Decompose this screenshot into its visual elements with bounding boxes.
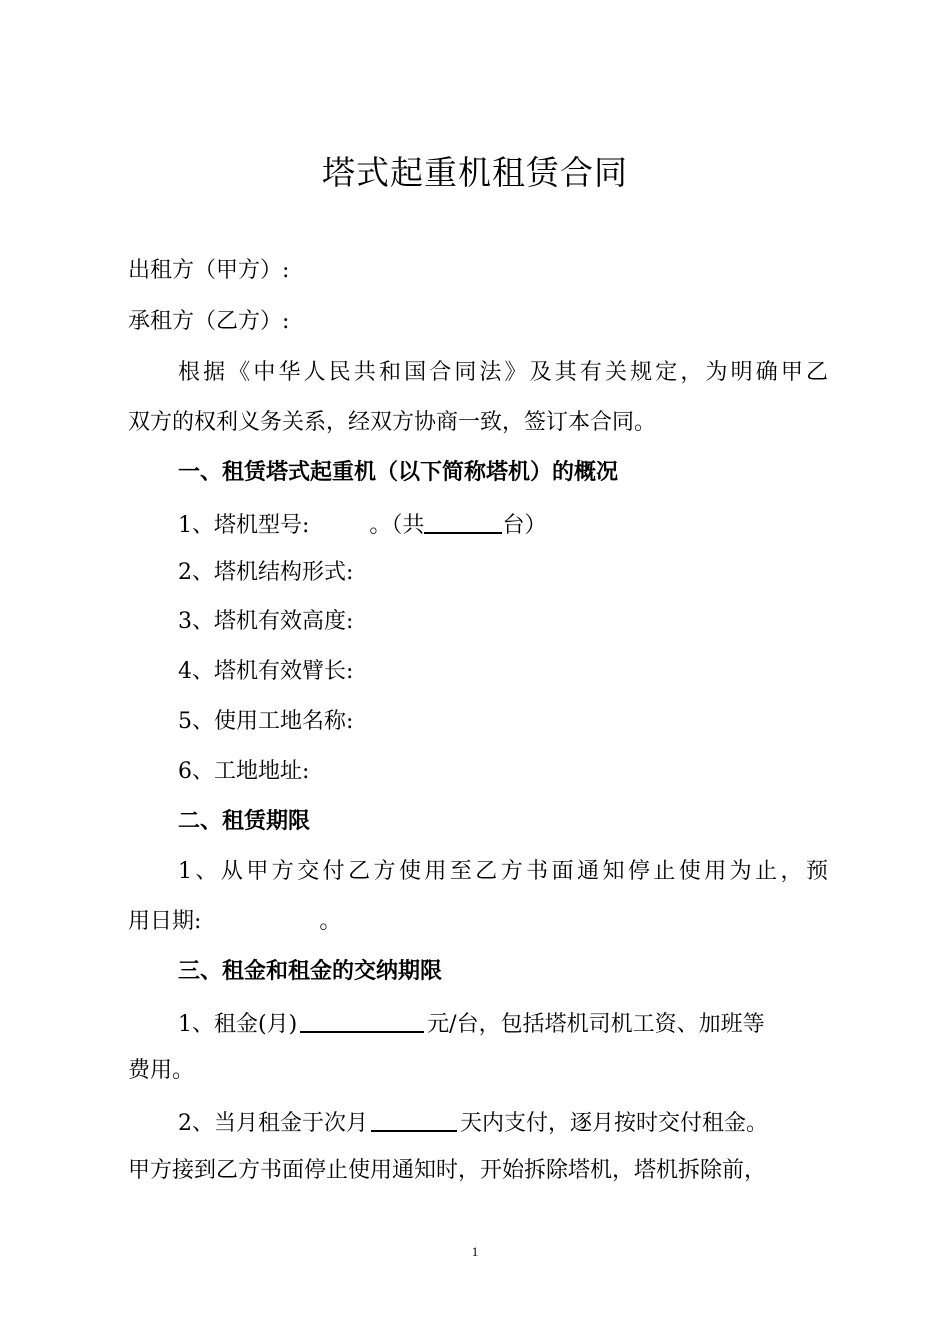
preamble-line-1: 根据《中华人民共和国合同法》及其有关规定，为明确甲乙 bbox=[178, 360, 828, 385]
item-1-mid: 。（共 bbox=[369, 513, 425, 538]
section-1-item-3: 3、塔机有效高度: bbox=[178, 609, 354, 634]
section-2-item-1-line-2 bbox=[128, 905, 828, 939]
use-date-end: 。 bbox=[319, 909, 342, 934]
section-2-item-1-line-1: 1、从甲方交付乙方使用至乙方书面通知停止使用为止，预 bbox=[178, 859, 828, 884]
section-1-item-6: 6、工地地址: bbox=[178, 759, 310, 784]
contract-title: 塔式起重机租赁合同 bbox=[322, 153, 628, 192]
lessee-line: 承租方（乙方）: bbox=[128, 309, 290, 334]
section-1-item-5: 5、使用工地名称: bbox=[178, 709, 354, 734]
section-3-item-1-line-1 bbox=[178, 1005, 828, 1042]
section-3-item-2-line-2: 甲方接到乙方书面停止使用通知时，开始拆除塔机，塔机拆除前， bbox=[128, 1158, 767, 1183]
page-number: 1 bbox=[471, 1244, 479, 1259]
section-1-item-4: 4、塔机有效臂长: bbox=[178, 659, 354, 684]
section-3-heading: 三、租金和租金的交纳期限 bbox=[178, 959, 443, 984]
section-1-heading: 一、租赁塔式起重机（以下简称塔机）的概况 bbox=[178, 460, 619, 485]
rent-label: 1、租金(月) bbox=[178, 1012, 298, 1037]
lessor-line: 出租方（甲方）: bbox=[128, 258, 290, 283]
preamble-line-2: 双方的权利义务关系，经双方协商一致，签订本合同。 bbox=[128, 410, 657, 435]
quantity-blank[interactable] bbox=[424, 506, 502, 534]
item-1-prefix: 1、塔机型号: bbox=[178, 513, 310, 538]
section-3-item-1-line-2: 费用。 bbox=[128, 1058, 195, 1083]
section-3-item-2-line-1 bbox=[178, 1104, 828, 1141]
use-date-label: 用日期: bbox=[128, 909, 202, 934]
payment-label: 2、当月租金于次月 bbox=[178, 1111, 368, 1136]
section-1-item-2: 2、塔机结构形式: bbox=[178, 560, 354, 585]
payment-text: 天内支付，逐月按时交付租金。 bbox=[460, 1111, 769, 1136]
payment-days-blank[interactable] bbox=[371, 1104, 457, 1132]
section-2-heading: 二、租赁期限 bbox=[178, 809, 311, 834]
section-1-item-1 bbox=[178, 506, 878, 543]
rent-unit-text: 元/台，包括塔机司机工资、加班等 bbox=[427, 1012, 765, 1037]
rent-amount-blank[interactable] bbox=[300, 1005, 424, 1033]
item-1-suffix: 台） bbox=[502, 513, 547, 538]
